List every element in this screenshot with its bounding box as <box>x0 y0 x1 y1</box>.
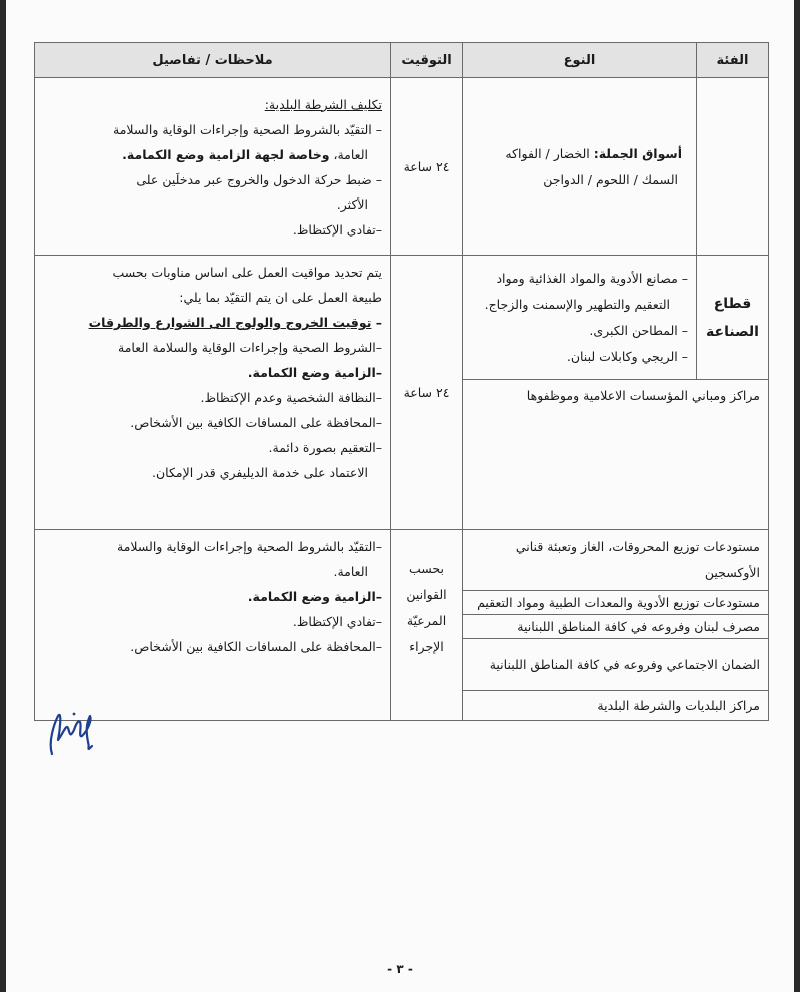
notes-line: العامة. <box>333 564 368 579</box>
notes-line: يتم تحديد مواقيت العمل على اساس مناوبات بحسب <box>112 265 382 280</box>
notes-line: الأكثر. <box>336 196 368 212</box>
cell-timing-by-law: بحسب القوانين المرعيّة الإجراء <box>391 530 463 721</box>
notes-line: –الزامية وضع الكمامة. <box>247 365 382 380</box>
cell-type-industry <box>463 256 697 380</box>
cell-notes-general <box>35 530 391 721</box>
notes-line: –التعقيم بصورة دائمة. <box>268 440 382 455</box>
header-type: النوع <box>463 43 697 78</box>
notes-line: – ضبط حركة الدخول والخروج عبر مدخلَين على <box>136 171 382 187</box>
cell-timing: ٢٤ ساعة <box>391 256 463 530</box>
notes-line: – التقيّد بالشروط الصحية وإجراءات الوقاية والسلامة <box>113 121 382 137</box>
header-notes: ملاحظات / تفاصيل <box>35 43 391 78</box>
cell-category-industry: قطاع الصناعة <box>697 256 769 380</box>
notes-line: –المحافظة على المسافات الكافية بين الأشخاص. <box>130 415 382 430</box>
cell-type-wholesale <box>463 78 697 256</box>
cell-type-medical-depots: مستودعات توزيع الأدوية والمعدات الطبية ومواد التعقيم <box>463 591 769 615</box>
signature-stroke <box>51 715 92 754</box>
industry-item: – مصانع الأدوية والمواد الغذائية ومواد <box>471 266 688 292</box>
industry-item: – الريجي وكابلات لبنان. <box>471 344 688 370</box>
table-header-row <box>35 43 769 78</box>
notes-line: –تفادي الإكتظاظ. <box>292 221 382 237</box>
table-row-wholesale-markets <box>35 78 769 256</box>
cell-type-media: مراكز ومباني المؤسسات الاعلامية وموظفوها <box>463 380 769 530</box>
industry-item: – المطاحن الكبرى. <box>471 318 688 344</box>
cell-type-municipalities: مراكز البلديات والشرطة البلدية <box>463 691 769 721</box>
cell-notes-wholesale <box>35 78 391 256</box>
scan-edge-right <box>794 0 800 992</box>
notes-line: –المحافظة على المسافات الكافية بين الأشخاص. <box>130 639 382 654</box>
header-timing: التوقيت <box>391 43 463 78</box>
cell-notes-industry <box>35 256 391 530</box>
notes-line: العامة، وخاصة لجهة الزامية وضع الكمامة. <box>122 146 368 162</box>
wholesale-items-2: السمك / اللحوم / الدواجن <box>543 171 678 187</box>
cell-category-empty <box>697 78 769 256</box>
notes-line: – توقيت الخروج والولوج الى الشوارع والطرقات <box>88 315 382 330</box>
cell-timing: ٢٤ ساعة <box>391 78 463 256</box>
notes-title: تكليف الشرطة البلدية: <box>264 96 382 112</box>
cell-type-central-bank: مصرف لبنان وفروعه في كافة المناطق اللبنانية <box>463 615 769 639</box>
cell-type-fuel-depots: مستودعات توزيع المحروقات، الغاز وتعبئة قناني الأوكسجين <box>463 530 769 591</box>
industry-item: التعقيم والتطهير والإسمنت والزجاج. <box>484 296 670 312</box>
notes-line: –النظافة الشخصية وعدم الإكتظاظ. <box>200 390 382 405</box>
wholesale-label: أسواق الجملة: <box>593 145 682 161</box>
table-row-industry <box>35 256 769 380</box>
cell-type-social-security: الضمان الاجتماعي وفروعه في كافة المناطق اللبنانية <box>463 639 769 691</box>
table-row-depots-fuel <box>35 530 769 591</box>
notes-line: –الشروط الصحية وإجراءات الوقاية والسلامة العامة <box>118 340 382 355</box>
wholesale-items-1: الخضار / الفواكه <box>505 145 594 161</box>
header-category: الفئة <box>697 43 769 78</box>
notes-line: طبيعة العمل على ان يتم التقيّد بما يلي: <box>179 290 382 305</box>
page-number: - ٣ - <box>387 962 413 976</box>
notes-line: –تفادي الإكتظاظ. <box>292 614 382 629</box>
notes-line: –التقيّد بالشروط الصحية وإجراءات الوقاية والسلامة <box>117 539 382 554</box>
sectors-table <box>34 42 769 721</box>
signature <box>40 702 120 762</box>
notes-line: –الزامية وضع الكمامة. <box>247 589 382 604</box>
notes-line: الاعتماد على خدمة الديليفري قدر الإمكان. <box>152 465 368 480</box>
